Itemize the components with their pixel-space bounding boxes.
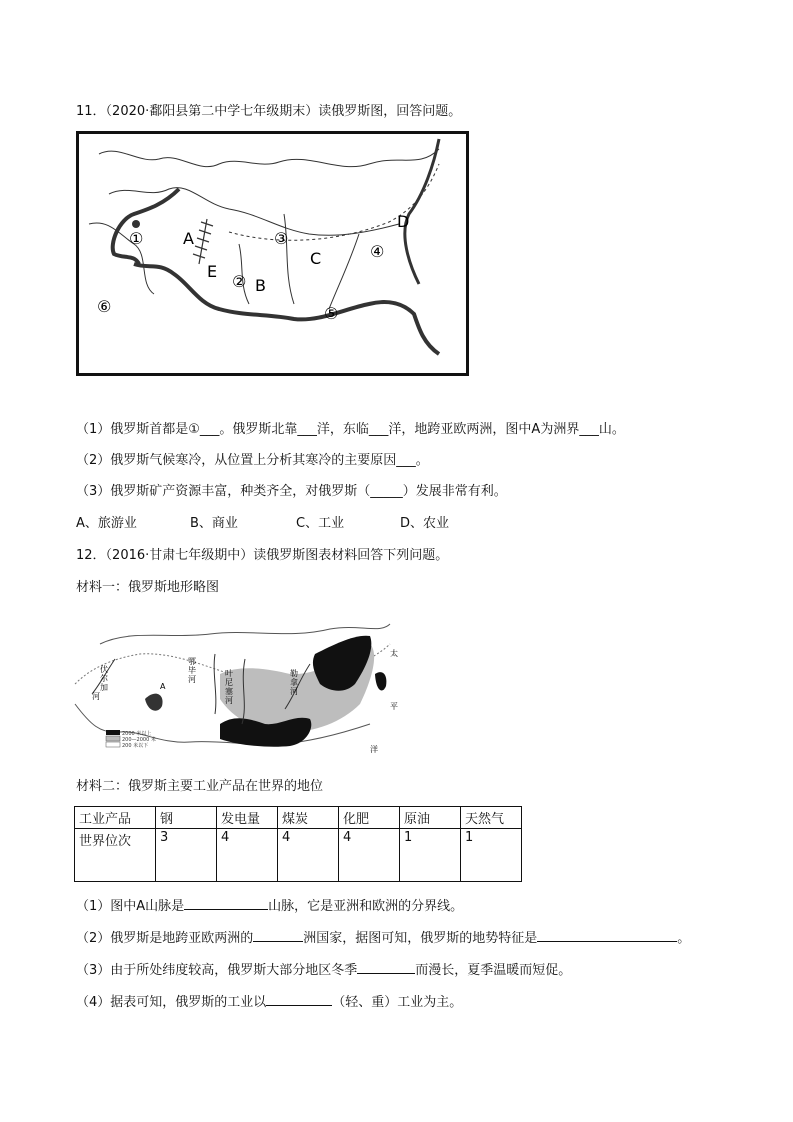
q11-title: 11．（2020·鄱阳县第二中学七年级期末）读俄罗斯图，回答问题。 (76, 104, 462, 119)
q12-sub1 (76, 897, 463, 916)
q12-sub2-text-b: 洲国家，据图可知，俄罗斯的地势特征是 (303, 931, 538, 946)
q12-sub3 (76, 961, 571, 980)
map2-label-volga-3: 加 (100, 683, 108, 692)
map1-label-B: B (255, 276, 266, 295)
table-header-cell: 钢 (156, 807, 217, 829)
table-cell: 世界位次 (75, 829, 156, 882)
map2-label-volga-1: 伏 (100, 665, 108, 674)
map2-label-volga-4: 河 (92, 692, 100, 701)
map2-label-pacific-1: 太 (390, 649, 398, 658)
map2-label-ob-2: 毕 (188, 666, 196, 675)
answer-blank[interactable] (253, 929, 303, 942)
legend-swatch-mid (106, 736, 120, 741)
map1-label-A: A (183, 229, 194, 248)
russia-map-1-drawing (79, 134, 466, 373)
map2-label-ob-3: 河 (188, 675, 196, 684)
map2-label-ob-1: 鄂 (188, 657, 196, 666)
map2-label-pacific-2: 平 (390, 702, 398, 711)
q12-material2: 材料二：俄罗斯主要工业产品在世界的地位 (76, 779, 324, 794)
map2-label-lena-3: 河 (290, 687, 298, 696)
table-cell: 3 (156, 829, 217, 882)
answer-blank[interactable] (357, 961, 415, 974)
table-cell: 1 (400, 829, 461, 882)
map1-label-E: E (207, 262, 218, 281)
map1-label-c4: ④ (370, 242, 385, 261)
map1-label-c2: ② (232, 272, 247, 291)
table-header-cell: 原油 (400, 807, 461, 829)
q12-sub1-text-b: 山脉，它是亚洲和欧洲的分界线。 (268, 899, 464, 914)
q11-option-d: D、农业 (400, 516, 450, 531)
table-cell: 1 (461, 829, 522, 882)
legend-label-mid: 200—2000 米 (122, 737, 156, 743)
table-header-row (75, 807, 522, 829)
q12-sub4-text-a: （4）据表可知，俄罗斯的工业以 (76, 995, 267, 1010)
map1-label-c6: ⑥ (97, 297, 112, 316)
q12-sub2-text-c: 。 (677, 931, 691, 946)
q11-option-a: A、旅游业 (76, 516, 137, 531)
q11-sub1: （1）俄罗斯首都是①___。俄罗斯北靠___洋，东临___洋，地跨亚欧两洲，图中A为洲界___山。 (76, 422, 625, 437)
q11-option-c: C、工业 (296, 516, 345, 531)
table-header-cell: 发电量 (217, 807, 278, 829)
q12-title: 12．（2016·甘肃七年级期中）读俄罗斯图表材料回答下列问题。 (76, 548, 449, 563)
answer-blank[interactable] (266, 993, 332, 1006)
legend-label-low: 200 米以下 (122, 743, 149, 749)
map1-label-c1: ① (129, 229, 144, 248)
q11-sub2: （2）俄罗斯气候寒冷，从位置上分析其寒冷的主要原因___。 (76, 453, 429, 468)
map2-label-yen-3: 塞 (225, 687, 233, 696)
map2-label-lena-2: 拿 (290, 678, 298, 687)
table-header-cell: 天然气 (461, 807, 522, 829)
q12-sub4-text-b: （轻、重）工业为主。 (332, 995, 463, 1010)
map2-label-lena-1: 勒 (290, 669, 298, 678)
map2-label-A: A (160, 682, 166, 691)
industry-rank-table (74, 806, 522, 882)
answer-blank[interactable] (184, 897, 268, 910)
q11-option-b: B、商业 (190, 516, 238, 531)
q12-sub2-text-a: （2）俄罗斯是地跨亚欧两洲的 (76, 931, 254, 946)
russia-terrain-map (70, 614, 415, 762)
table-header-cell: 煤炭 (278, 807, 339, 829)
q11-sub3: （3）俄罗斯矿产资源丰富，种类齐全，对俄罗斯（_____）发展非常有利。 (76, 484, 507, 499)
q12-material1: 材料一：俄罗斯地形略图 (76, 580, 220, 595)
table-header-cell: 化肥 (339, 807, 400, 829)
q12-sub4 (76, 993, 462, 1012)
table-header-cell: 工业产品 (75, 807, 156, 829)
table-cell: 4 (339, 829, 400, 882)
map1-label-c5: ⑤ (324, 304, 339, 323)
map1-label-c3: ③ (274, 229, 289, 248)
table-cell: 4 (278, 829, 339, 882)
q12-sub3-text-a: （3）由于所处纬度较高，俄罗斯大部分地区冬季 (76, 963, 358, 978)
map2-label-yen-2: 尼 (225, 678, 233, 687)
russia-terrain-map-drawing (70, 614, 415, 762)
q12-sub1-text-a: （1）图中A山脉是 (76, 899, 185, 914)
map1-label-C: C (310, 249, 322, 268)
answer-blank[interactable] (537, 929, 677, 942)
legend-swatch-high (106, 730, 120, 735)
table-cell: 4 (217, 829, 278, 882)
map2-label-yen-1: 叶 (225, 669, 233, 678)
map1-label-D: D (397, 212, 410, 231)
russia-map-1 (76, 131, 469, 376)
q12-sub3-text-b: 而漫长，夏季温暖而短促。 (415, 963, 572, 978)
q12-sub2 (76, 929, 690, 948)
map2-label-pacific-3: 洋 (370, 745, 378, 754)
legend-swatch-low (106, 742, 120, 747)
legend-label-high: 2000 米以上 (122, 731, 152, 737)
table-row (75, 829, 522, 882)
map2-label-volga-2: 尔 (100, 674, 108, 683)
map2-label-yen-4: 河 (225, 696, 233, 705)
